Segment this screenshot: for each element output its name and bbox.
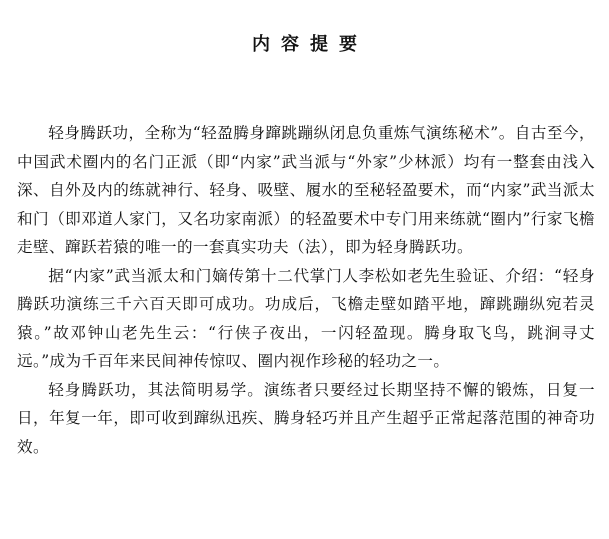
paragraph-3: 轻身腾跃功，其法简明易学。演练者只要经过长期坚持不懈的锻炼，日复一日，年复一年，即可收到蹿纵迅疾、腾身轻巧并且产生超乎正常起落范围的神奇功效。: [17, 380, 595, 456]
paragraph-2: 据“内家”武当派太和门嫡传第十二代掌门人李松如老先生验证、介绍：“轻身腾跃功演练三千六百天即可成功。功成后，飞檐走壁如踏平地，蹿跳蹦纵宛若灵猿。”故邓钟山老先生云：“行侠子夜出，一闪轻盈现。腾身取飞鸟，跳涧寻丈远。”成为千百年来民间神传惊叹、圈内视作珍秘的轻功之一。: [17, 266, 595, 370]
body-text: [17, 119, 595, 461]
page-title: 内容提要: [252, 34, 368, 55]
paragraph-1: 轻身腾跃功，全称为“轻盈腾身蹿跳蹦纵闭息负重炼气演练秘术”。自古至今，中国武术圈内的名门正派（即“内家”武当派与“外家”少林派）均有一整套由浅入深、自外及内的练就神行、轻身、吸壁、履水的至秘轻盈要术，而“内家”武当派太和门（即邓道人家门，又名功家南派）的轻盈要术中专门用来练就“圈内”行家飞檐走壁、蹿跃若猿的唯一的一套真实功夫（法），即为轻身腾跃功。: [17, 124, 595, 256]
